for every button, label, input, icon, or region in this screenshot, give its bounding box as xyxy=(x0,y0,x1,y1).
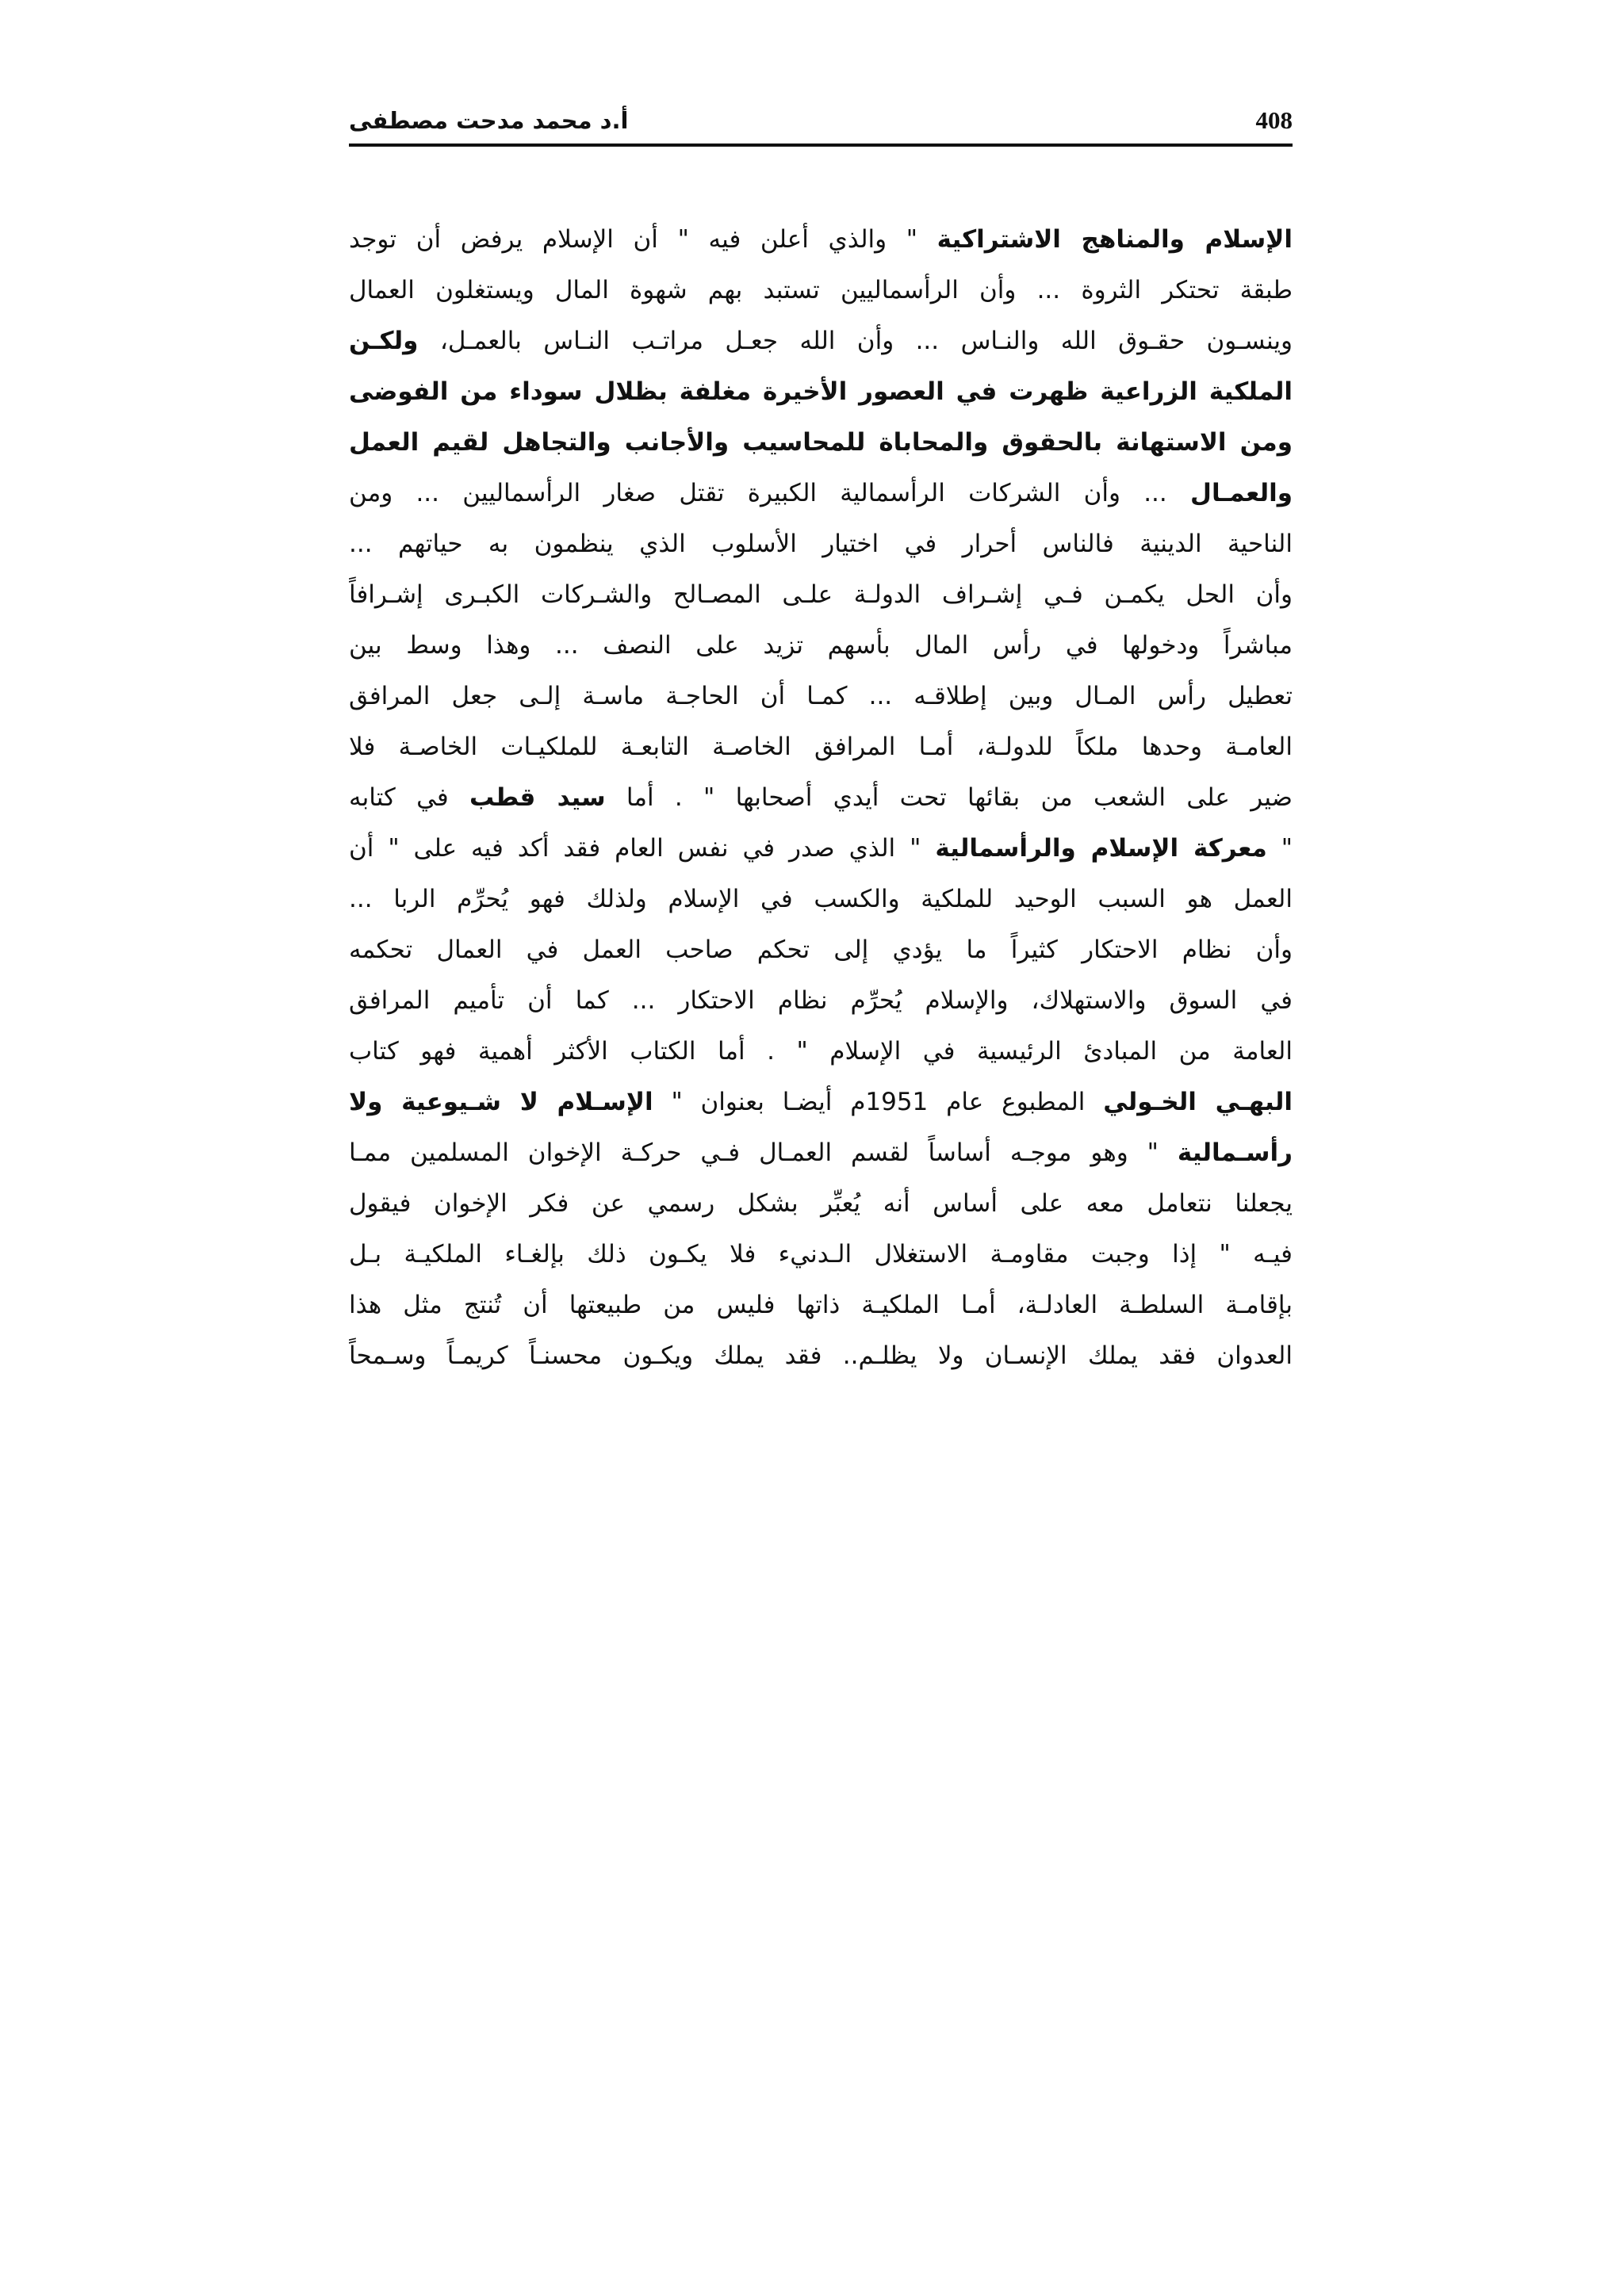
text-run: في السوق والاستهلاك، والإسلام يُحرِّم نظام الاحتكار ... كما أن تأميم المرافق xyxy=(349,986,1293,1015)
text-line xyxy=(349,1229,1293,1280)
text-line xyxy=(349,1077,1293,1127)
author-name: أ.د محمد مدحت مصطفى xyxy=(349,107,629,134)
text-run: يجعلنا نتعامل معه على أساس أنه يُعبِّر بشكل رسمي عن فكر الإخوان فيقول xyxy=(349,1189,1293,1218)
text-run: العامـة وحدها ملكاً للدولـة، أمـا المرافق الخاصـة التابعـة للملكيـات الخاصـة فلا xyxy=(349,733,1293,761)
body-text xyxy=(349,214,1293,1381)
bold-text-run: ولكـن xyxy=(349,327,419,355)
text-run: وأن الحل يكمـن فـي إشـراف الدولـة علـى المصـالح والشـركات الكبـرى إشـرافاً xyxy=(349,580,1293,609)
text-line xyxy=(349,772,1293,823)
text-line xyxy=(349,1026,1293,1077)
text-line xyxy=(349,874,1293,924)
text-run: في كتابه xyxy=(349,783,470,812)
text-line xyxy=(349,1330,1293,1381)
text-line xyxy=(349,823,1293,874)
text-line xyxy=(349,1178,1293,1229)
text-run: تعطيل رأس المـال وبين إطلاقـه ... كمـا أن الحاجـة ماسـة إلـى جعل المرافق xyxy=(349,682,1293,710)
text-line xyxy=(349,214,1293,265)
text-run: " xyxy=(1266,834,1293,863)
bold-text-run: رأسـمالية xyxy=(1177,1138,1293,1167)
text-run: مباشراً ودخولها في رأس المال بأسهم تزيد على النصف ... وهذا وسط بين xyxy=(349,631,1293,660)
bold-text-run: الملكية الزراعية ظهرت في العصور الأخيرة مغلفة بظلال سوداء من الفوضى xyxy=(349,377,1293,406)
page-number: 408 xyxy=(1255,106,1293,134)
text-line xyxy=(349,620,1293,671)
text-line xyxy=(349,265,1293,316)
text-line xyxy=(349,924,1293,975)
text-line xyxy=(349,366,1293,417)
bold-text-run: ومن الاستهانة بالحقوق والمحاباة للمحاسيب والأجانب والتجاهل لقيم العمل xyxy=(349,428,1293,457)
text-line xyxy=(349,975,1293,1026)
text-run: " الذي صدر في نفس العام فقد أكد فيه على " أن xyxy=(349,834,936,863)
text-run: فيـه " إذا وجبت مقاومـة الاستغلال الـدنيء فلا يكـون ذلك بإلغـاء الملكيـة بـل xyxy=(349,1240,1293,1269)
text-line xyxy=(349,519,1293,569)
text-line xyxy=(349,721,1293,772)
text-line xyxy=(349,1280,1293,1330)
bold-text-run: معركة الإسلام والرأسمالية xyxy=(935,834,1267,863)
bold-text-run: الإسلام والمناهج الاشتراكية xyxy=(936,225,1293,254)
text-run: بإقامـة السلطـة العادلـة، أمـا الملكيـة ذاتها فليس من طبيعتها أن تُنتج مثل هذا xyxy=(349,1291,1293,1319)
text-run: العمل هو السبب الوحيد للملكية والكسب في الإسلام ولذلك فهو يُحرِّم الربا ... xyxy=(349,885,1293,913)
bold-text-run: الإسـلام لا شـيوعية ولا xyxy=(349,1088,653,1116)
text-run: العامة من المبادئ الرئيسية في الإسلام " . أما الكتاب الأكثر أهمية فهو كتاب xyxy=(349,1037,1293,1066)
text-line xyxy=(349,1127,1293,1178)
text-run: ضير على الشعب من بقائها تحت أيدي أصحابها " . أما xyxy=(605,783,1293,812)
header-rule xyxy=(349,144,1293,147)
text-run: الناحية الدينية فالناس أحرار في اختيار الأسلوب الذي ينظمون به حياتهم ... xyxy=(349,530,1293,558)
text-run: وأن نظام الاحتكار كثيراً ما يؤدي إلى تحكم صاحب العمل في العمال تحكمه xyxy=(349,936,1293,964)
bold-text-run: سيد قطب xyxy=(469,783,606,812)
text-line xyxy=(349,417,1293,468)
text-line xyxy=(349,671,1293,721)
text-run: " وهو موجـه أساساً لقسم العمـال فـي حركـة الإخوان المسلمين ممـا xyxy=(349,1138,1178,1167)
text-run: العدوان فقد يملك الإنسـان ولا يظلـم.. فقد يملك ويكـون محسنـاً كريمـاً وسـمحاً xyxy=(349,1341,1293,1370)
text-run: " والذي أعلن فيه " أن الإسلام يرفض أن توجد xyxy=(349,225,937,254)
text-run: المطبوع عام 1951م أيضـا بعنوان " xyxy=(653,1088,1104,1116)
text-line xyxy=(349,468,1293,519)
bold-text-run: البهـي الخـولي xyxy=(1103,1088,1293,1116)
text-run: ... وأن الشركات الرأسمالية الكبيرة تقتل صغار الرأسماليين ... ومن xyxy=(349,479,1191,507)
text-line xyxy=(349,569,1293,620)
bold-text-run: والعمـال xyxy=(1190,479,1293,507)
text-run: طبقة تحتكر الثروة ... وأن الرأسماليين تستبد بهم شهوة المال ويستغلون العمال xyxy=(349,276,1293,304)
text-line xyxy=(349,316,1293,366)
text-run: وينسـون حقـوق الله والنـاس ... وأن الله جعـل مراتـب النـاس بالعمـل، xyxy=(418,327,1293,355)
